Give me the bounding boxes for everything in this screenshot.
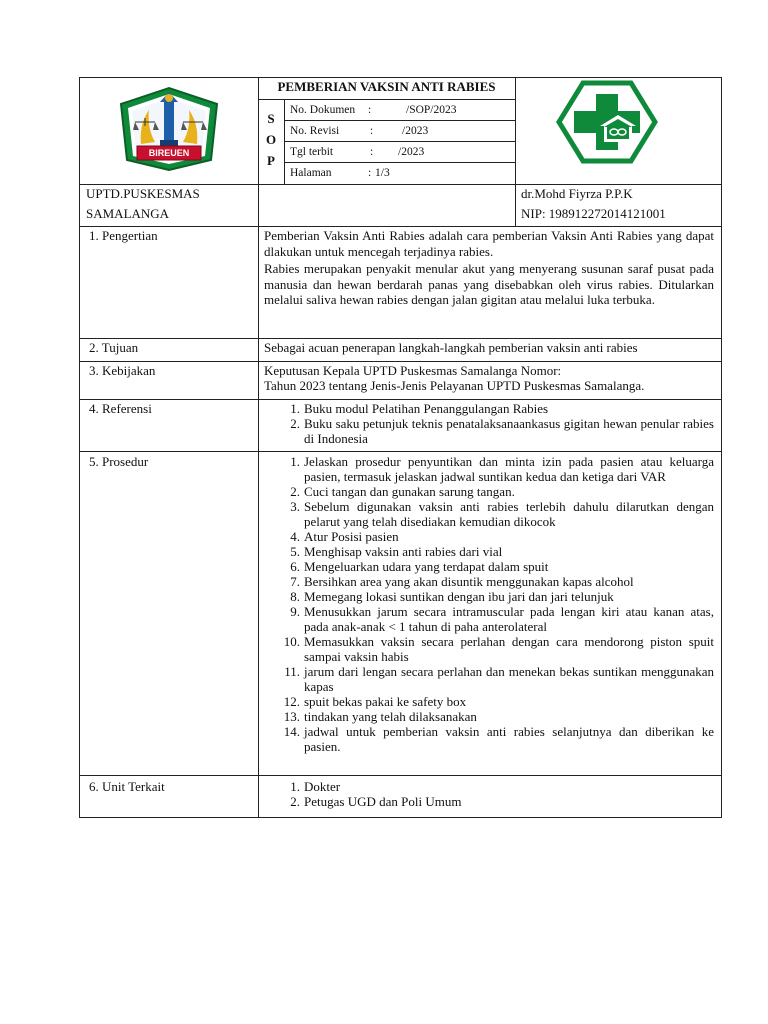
sop-letter-s: S (267, 111, 275, 126)
meta-value-tgl-terbit: /2023 (398, 146, 425, 158)
meta-label-halaman: Halaman (290, 167, 332, 179)
list-item: 14. jadwal untuk pemberian vaksin anti rabies selanjutnya dan diberikan ke pasien. (283, 724, 714, 754)
list-item: 11. jarum dari lengan secara perlahan dan menekan bekas suntikan menggunakan kapas (284, 664, 714, 694)
list-item: 1. Dokter (290, 779, 341, 794)
list-item: 10. Memasukkan vaksin secara perlahan dengan cara mendorong piston spuit sampai vaksin habis (283, 634, 714, 664)
signer-nip: NIP: 198912272014121001 (521, 206, 666, 221)
sop-letter-o: O (265, 132, 277, 147)
signer-name: dr.Mohd Fiyrza P.P.K (521, 186, 633, 201)
meta-label-no-revisi: No. Revisi (290, 125, 340, 137)
section-label-kebijakan: 3. Kebijakan (89, 363, 156, 378)
list-item: 8. Memegang lokasi suntikan dengan ibu jari dan jari telunjuk (290, 589, 614, 604)
kebijakan-line-2: Tahun 2023 tentang Jenis-Jenis Pelayanan UPTD Puskesmas Samalanga. (264, 378, 645, 393)
meta-sep: : (368, 167, 372, 179)
list-item: 13. tindakan yang telah dilaksanakan (283, 709, 477, 724)
meta-label-tgl-terbit: Tgl terbit (290, 146, 334, 158)
list-item: 6. Mengeluarkan udara yang terdapat dalam spuit (290, 559, 549, 574)
section-label-pengertian: 1. Pengertian (89, 228, 158, 243)
list-item: 2. Petugas UGD dan Poli Umum (290, 794, 462, 809)
list-item: 1. Buku modul Pelatihan Penanggulangan Rabies (290, 401, 549, 416)
list-item: 12. spuit bekas pakai ke safety box (283, 694, 467, 709)
pengertian-paragraph-2: Rabies merupakan penyakit menular akut yang menyerang susunan saraf pusat pada manusia dan hewan berdarah panas yang disebabkan oleh virus rabies. Ditularkan melalui saliva hewan rabies dengan jalan gigitan atau melalui luka terbuka. (264, 261, 714, 308)
meta-value-halaman: 1/3 (375, 167, 390, 179)
puskesmas-logo (556, 80, 658, 164)
section-label-unit-terkait: 6. Unit Terkait (89, 779, 165, 794)
list-item: 3. Sebelum digunakan vaksin anti rabies terlebih dahulu dilarutkan dengan pelarut yang telah disediakan kemudian dikocok (290, 499, 714, 529)
pengertian-paragraph-1: Pemberian Vaksin Anti Rabies adalah cara pemberian Vaksin Anti Rabies yang dapat dlakukan untuk mencegah terjadinya rabies. (264, 228, 714, 259)
sop-letter-p: P (267, 153, 275, 168)
list-item: 9. Menusukkan jarum secara intramuscular pada lengan kiri atau kanan atas, pada anak-anak < 1 tahun di paha anterolateral (290, 604, 714, 634)
org-name-line1: UPTD.PUSKESMAS (86, 186, 200, 201)
section-label-referensi: 4. Referensi (89, 401, 152, 416)
prosedur-list (258, 454, 714, 754)
kebijakan-line-1: Keputusan Kepala UPTD Puskesmas Samalanga Nomor: (264, 363, 562, 378)
list-item: 4. Atur Posisi pasien (290, 529, 399, 544)
section-label-prosedur: 5. Prosedur (89, 454, 149, 469)
tujuan-text: Sebagai acuan penerapan langkah-langkah pemberian vaksin anti rabies (264, 340, 638, 355)
referensi-list (258, 401, 714, 446)
meta-sep: : (370, 125, 374, 137)
unit-terkait-list (258, 779, 714, 809)
list-item: 2. Cuci tangan dan gunakan sarung tangan. (290, 484, 515, 499)
org-name-line2: SAMALANGA (86, 206, 170, 221)
meta-sep: : (368, 104, 372, 116)
list-item: 1. Jelaskan prosedur penyuntikan dan minta izin pada pasien atau keluarga pasien, termasuk jelaskan jadwal suntikan kedua dan ketiga dari VAR (290, 454, 714, 484)
section-label-tujuan: 2. Tujuan (89, 340, 139, 355)
meta-label-no-dokumen: No. Dokumen (290, 104, 356, 116)
logo-banner-text: BIREUEN (148, 148, 190, 158)
document-title: PEMBERIAN VAKSIN ANTI RABIES (277, 79, 496, 94)
meta-value-no-dokumen: /SOP/2023 (406, 104, 457, 116)
list-item: 2. Buku saku petunjuk teknis penatalaksanaankasus gigitan hewan penular rabies di Indonesia (290, 416, 714, 446)
list-item: 7. Bersihkan area yang akan disuntik menggunakan kapas alcohol (290, 574, 634, 589)
list-item: 5. Menghisap vaksin anti rabies dari vial (290, 544, 503, 559)
bireuen-regency-logo (111, 84, 227, 174)
meta-sep: : (370, 146, 374, 158)
meta-value-no-revisi: /2023 (402, 125, 429, 137)
